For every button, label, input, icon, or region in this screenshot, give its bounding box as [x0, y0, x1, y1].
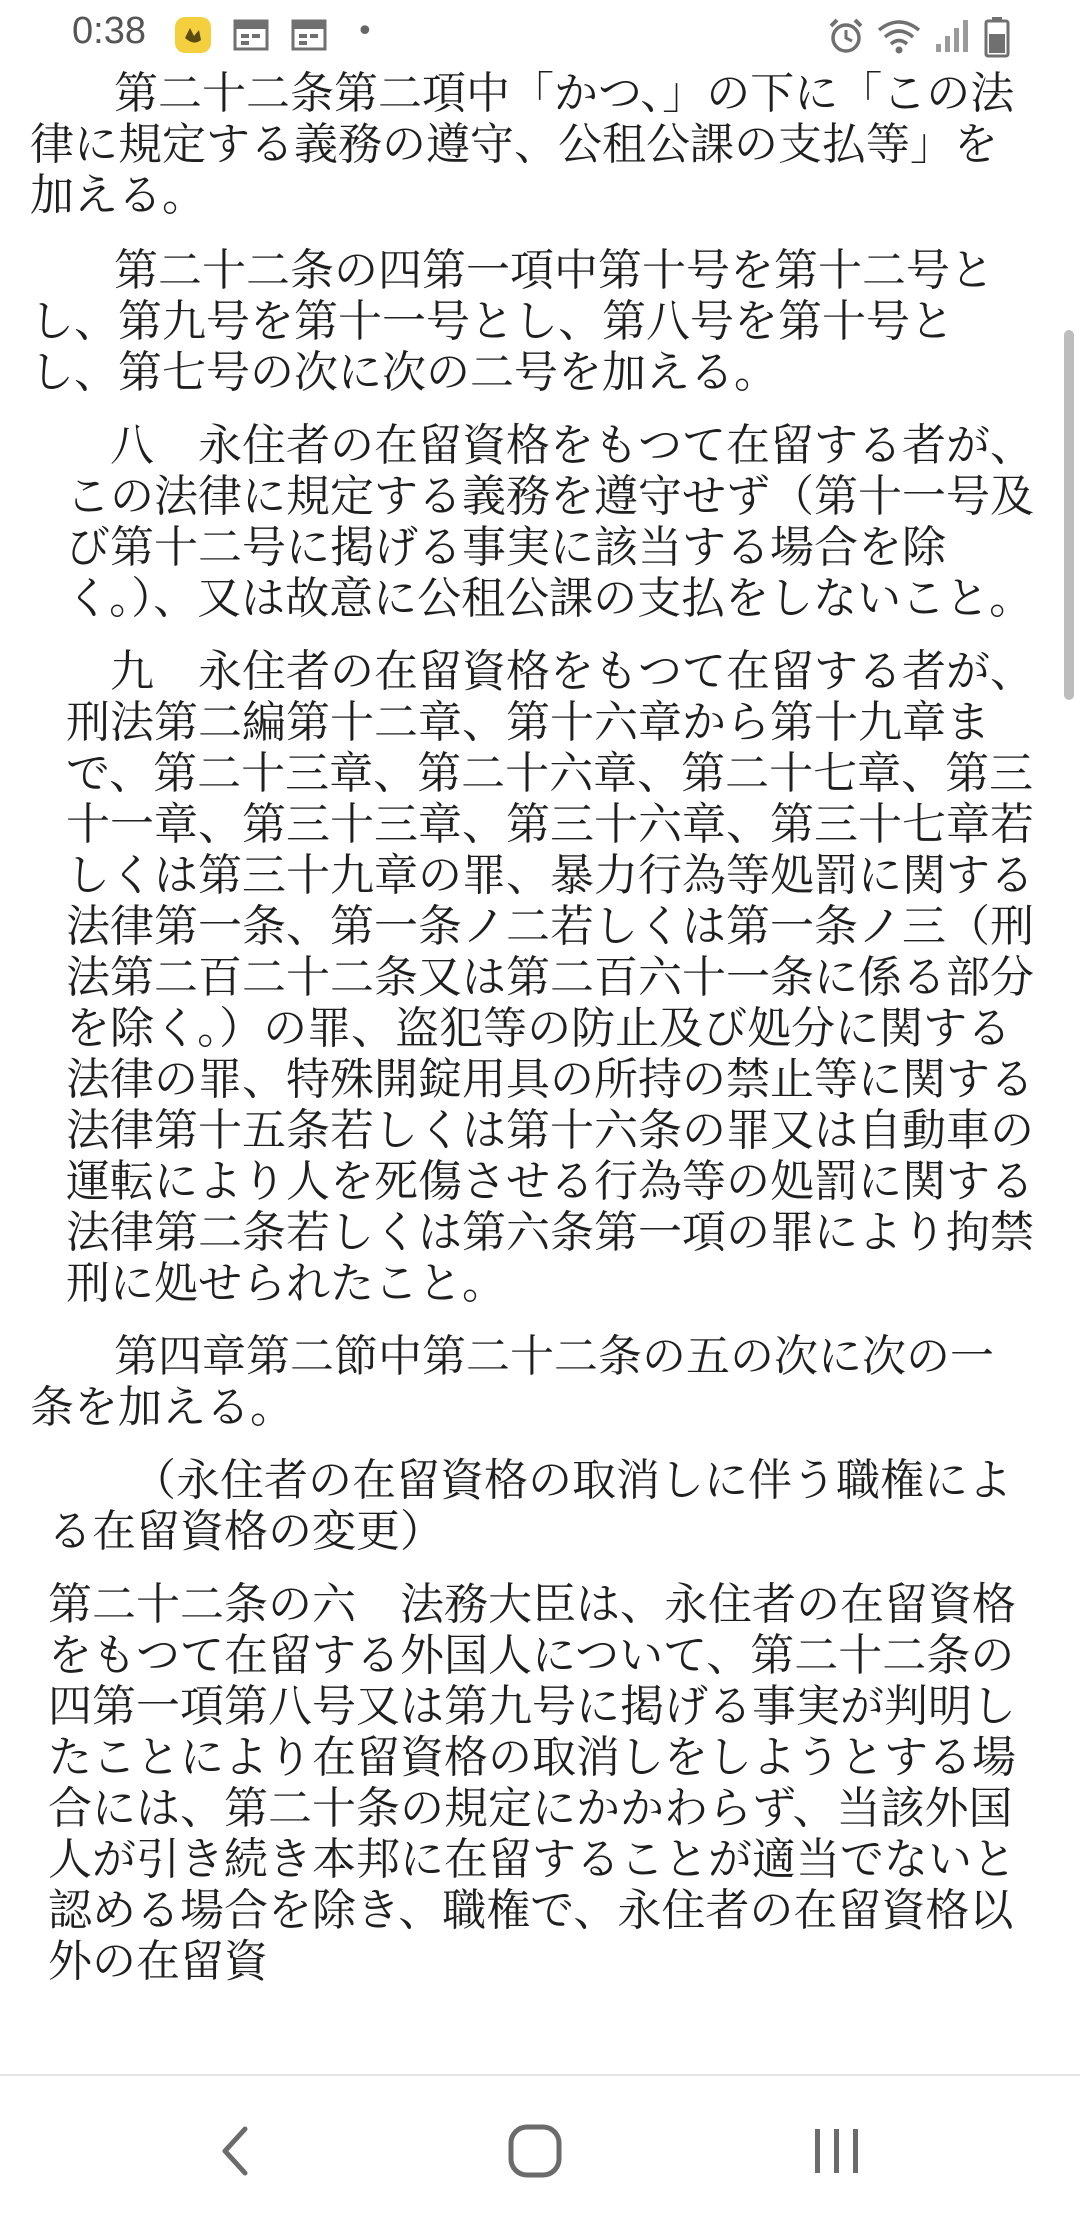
navigation-bar [0, 2074, 1080, 2222]
signal-icon [934, 16, 970, 60]
battery-icon [984, 16, 1010, 62]
paragraph-article-22-4: 第二十二条の四第一項中第十号を第十二号とし、第九号を第十一号とし、第八号を第十号とし、第七号の次に次の二号を加える。 [30, 245, 994, 398]
paragraph-article-22-6: 第二十二条の六 法務大臣は、永住者の在留資格をもつて在留する外国人について、第二十二条の四第一項第八号又は第九号に掲げる事実が判明したことにより在留資格の取消しをしようとする場合には、第二十条の規定にかかわらず、当該外国人が引き続き本邦に在留することが適当でないと認める場合を除き、職権で、永住者の在留資格以外の在留資 [48, 1579, 1016, 1987]
calendar-icon [290, 16, 328, 58]
calendar-icon [232, 16, 270, 58]
paragraph-item-8: 八 永住者の在留資格をもつて在留する者が、この法律に規定する義務を遵守せず（第十一号及び第十二号に掲げる事実に該当する場合を除く。）、又は故意に公租公課の支払をしないこと。 [66, 420, 1034, 624]
alarm-icon [826, 16, 866, 60]
status-time: 0:38 [72, 10, 146, 52]
paragraph-chapter-4: 第四章第二節中第二十二条の五の次に次の一条を加える。 [30, 1331, 994, 1433]
article-caption: （永住者の在留資格の取消しに伴う職権による在留資格の変更） [48, 1455, 1012, 1557]
home-button[interactable] [480, 2106, 590, 2196]
scrollbar-thumb[interactable] [1064, 330, 1074, 700]
back-icon [215, 2123, 255, 2179]
recents-button[interactable] [782, 2106, 892, 2196]
paragraph-item-9: 九 永住者の在留資格をもつて在留する者が、刑法第二編第十二章、第十六章から第十九章まで、第二十三章、第二十六章、第二十七章、第三十一章、第三十三章、第三十六章、第三十七章若しくは第三十九章の罪、暴力行為等処罰に関する法律第一条、第一条ノ二若しくは第一条ノ三（刑法第二百二十二条又は第二百六十一条に係る部分を除く。）の罪、盗犯等の防止及び処分に関する法律の罪、特殊開錠用具の所持の禁止等に関する法律第十五条若しくは第十六条の罪又は自動車の運転により人を死傷させる行為等の処罰に関する法律第二条若しくは第六条第一項の罪により拘禁刑に処せられたこと。 [66, 646, 1034, 1309]
app-notification-icon [174, 16, 212, 58]
paragraph-article-22-2: 第二十二条第二項中「かつ、」の下に「この法律に規定する義務の遵守、公租公課の支払等」を加える。 [30, 68, 1015, 221]
document-content[interactable] [0, 68, 1060, 2074]
more-notifications-dot: • [356, 14, 374, 49]
status-bar [0, 0, 1080, 72]
back-button[interactable] [180, 2106, 290, 2196]
home-icon [505, 2121, 565, 2181]
wifi-icon [876, 16, 922, 60]
recents-icon [809, 2123, 865, 2179]
